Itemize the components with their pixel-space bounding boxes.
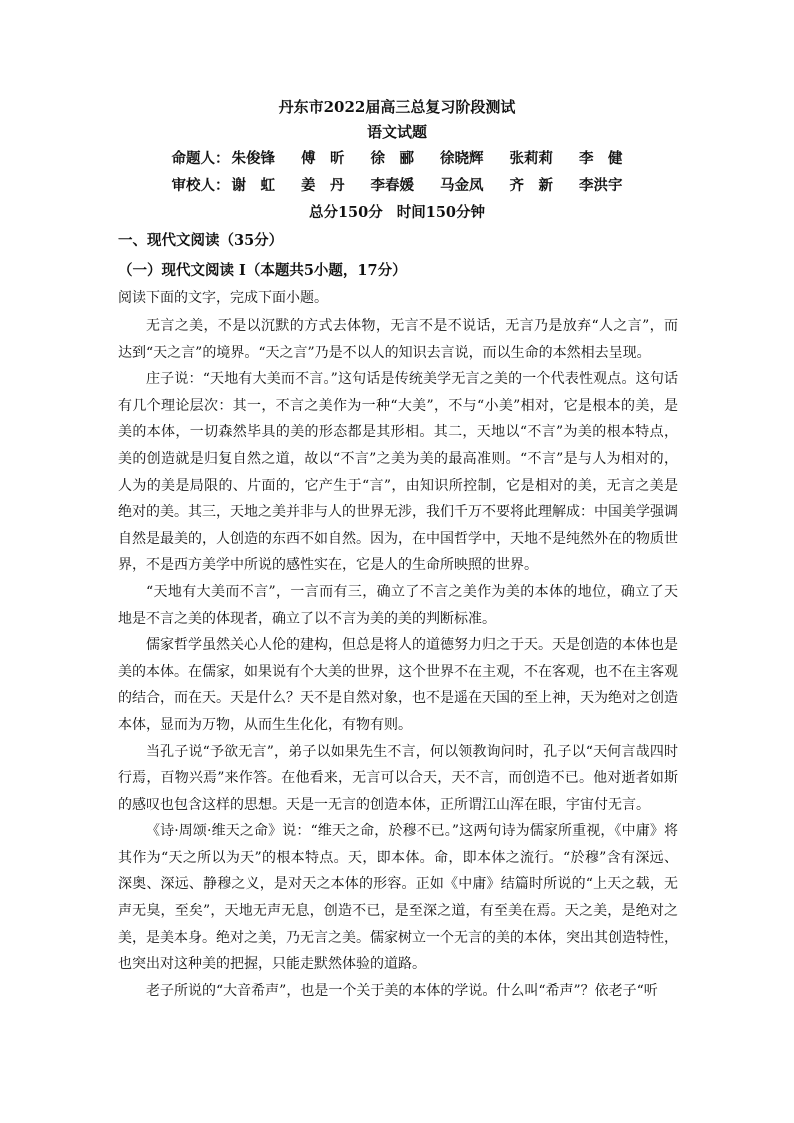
total-score: 总分150分	[308, 204, 383, 221]
time-limit: 时间150分钟	[396, 204, 486, 221]
setter-name: 朱俊锋	[231, 150, 275, 167]
reviewer-name: 马金凤	[440, 177, 484, 194]
exam-meta	[0, 202, 794, 224]
setter-name: 傅 昕	[301, 150, 345, 167]
setter-name: 张莉莉	[509, 150, 553, 167]
reviewers-row	[0, 175, 794, 197]
passage-paragraph: 庄子说：“天地有大美而不言。”这句话是传统美学无言之美的一个代表性观点。这句话有几个理论层次：其一，不言之美作为一种“大美”，不与“小美”相对，它是根本的美，是美的本体，一切森然毕具的美的形态都是其形相。其二，天地以“不言”为美的根本特点，美的创造就是归复自然之道，故以“不言”之美为美的最高准则。“不言”是与人为相对的，人为的美是局限的、片面的，它产生于“言”，由知识所控制，它是相对的美，无言之美是绝对的美。其三，天地之美并非与人的世界无涉，我们千万不要将此理解成：中国美学强调自然是最美的，人创造的东西不如自然。因为，在中国哲学中，天地不是纯然外在的物质世界，不是西方美学中所说的感性实在，它是人的生命所映照的世界。	[118, 371, 678, 574]
passage-paragraph: 无言之美，不是以沉默的方式去体物，无言不是不说话，无言乃是放弃“人之言”，而达到“天之言”的境界。“天之言”乃是不以人的知识去言说，而以生命的本然相去呈现。	[118, 318, 678, 361]
passage-paragraph: 儒家哲学虽然关心人伦的建构，但总是将人的道德努力归之于天。天是创造的本体也是美的本体。在儒家，如果说有个大美的世界，这个世界不在主观，不在客观，也不在主客观的结合，而在天。天是什么？天不是自然对象，也不是遥在天国的至上神，天为绝对之创造本体，显而为万物，从而生生化化，有物有则。	[118, 637, 678, 733]
setters-label: 命题人：	[171, 150, 230, 167]
setters-row	[0, 148, 794, 170]
section-title: 一、现代文阅读（35分）	[118, 232, 284, 249]
reviewer-name: 李洪宇	[579, 177, 623, 194]
reviewer-name: 齐 新	[509, 177, 553, 194]
reviewer-name: 李春媛	[370, 177, 414, 194]
exam-header	[0, 96, 794, 224]
setter-name: 徐 郦	[370, 150, 414, 167]
passage-paragraph: 《诗·周颂·维天之命》说：“维天之命，於穆不已。”这两句诗为儒家所重视，《中庸》将其作为“天之所以为天”的根本特点。天，即本体。命，即本体之流行。“於穆”含有深远、深奥、深远、静穆之义，是对天之本体的形容。正如《中庸》结篇时所说的“上天之载，无声无臭，至矣”，天地无声无息，创造不已，是至深之道，有至美在焉。天之美，是绝对之美，是美本身。绝对之美，乃无言之美。儒家树立一个无言的美的本体，突出其创造特性，也突出对这种美的把握，只能走默然体验的道路。	[118, 823, 678, 973]
exam-title: 丹东市2022届高三总复习阶段测试	[278, 98, 516, 116]
reading-instruction: 阅读下面的文字，完成下面小题。	[118, 290, 328, 306]
setter-name: 李 健	[579, 150, 623, 167]
reviewer-name: 姜 丹	[301, 177, 345, 194]
setter-name: 徐晓辉	[440, 150, 484, 167]
passage-paragraph: 老子所说的“大音希声”，也是一个关于美的本体的学说。什么叫“希声”？依老子“听	[146, 982, 658, 999]
exam-body	[118, 230, 678, 1004]
passage-paragraph: 当孔子说“予欲无言”，弟子以如果先生不言，何以领教询问时，孔子以“天何言哉四时行焉，百物兴焉”来作答。在他看来，无言可以合天，天不言，而创造不已。他对逝者如斯的感叹也包含这样的思想。天是一无言的创造本体，正所谓江山浑在眼，宇宙付无言。	[118, 743, 678, 813]
reviewers-label: 审校人：	[171, 177, 230, 194]
exam-subject: 语文试题	[366, 123, 427, 141]
passage-paragraph: “天地有大美而不言”，一言而有三，确立了不言之美作为美的本体的地位，确立了天地是不言之美的体现者，确立了以不言为美的美的判断标准。	[118, 583, 678, 627]
reviewer-name: 谢 虹	[231, 177, 275, 194]
subsection-title: （一）现代文阅读 I（本题共5小题，17分）	[118, 262, 407, 279]
